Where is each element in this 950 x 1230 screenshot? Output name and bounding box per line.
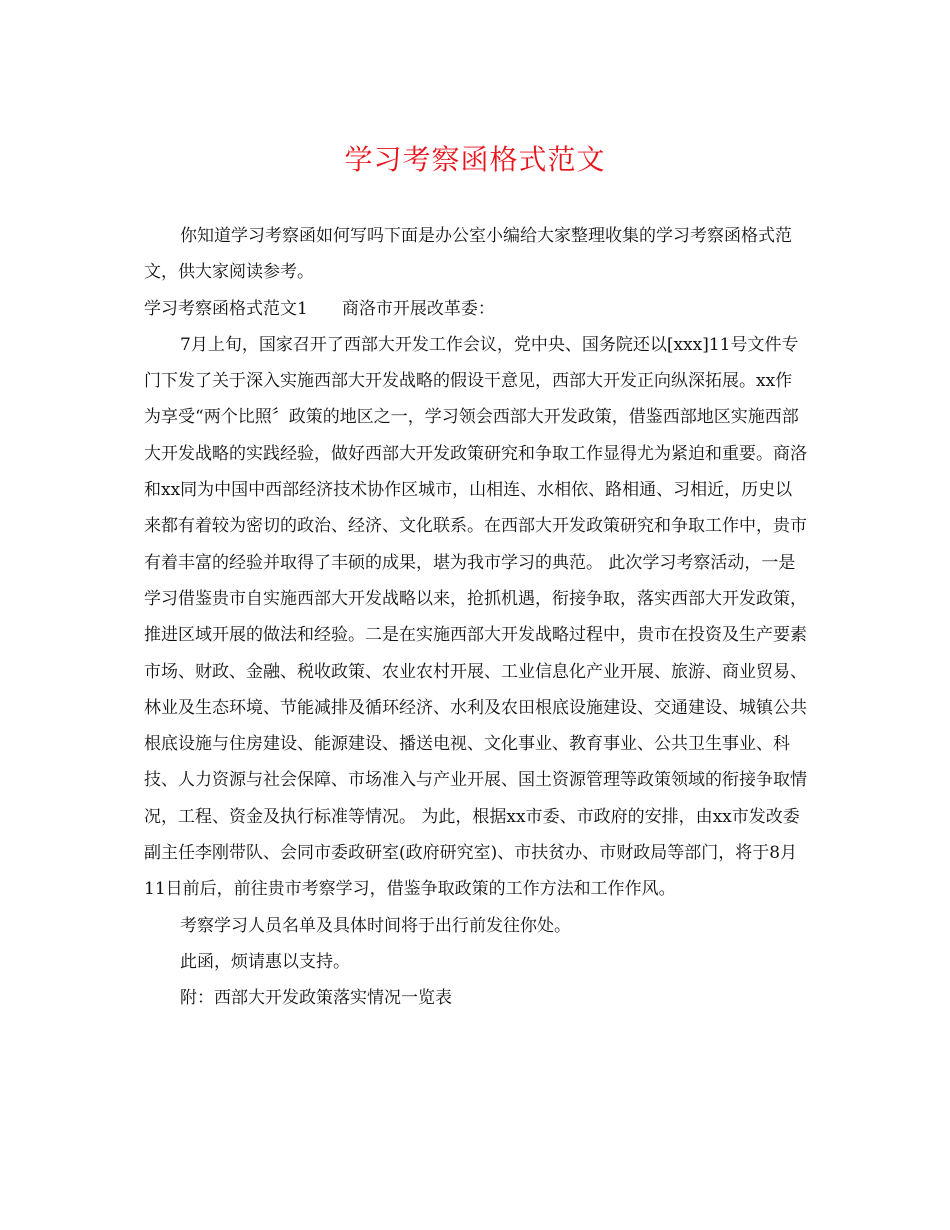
section-heading-line [144, 291, 809, 327]
attachment-line: 附：西部大开发政策落实情况一览表 [180, 988, 452, 1009]
intro-paragraph: 你知道学习考察函如何写吗下面是办公室小编给大家整理收集的学习考察函格式范文，供大家阅读参考。 [144, 226, 792, 283]
recipient-line: 商洛市开展改革委： [341, 298, 495, 319]
section-label: 学习考察函格式范文1 [144, 298, 308, 319]
main-paragraph: 7月上旬，国家召开了西部大开发工作会议，党中央、国务院还以[xxx]11号文件专门下发了关于深入实施西部大开发战略的假设干意见，西部大开发正向纵深拓展。xx作为享受“两个比照〞政策的地区之一，学习领会西部大开发政策，借鉴西部地区实施西部大开发战略的实践经验，做好西部大开发政策研究和争取工作显得尤为紧迫和重要。商洛和xx同为中国中西部经济技术协作区城市，山相连、水相依、路相通、习相近，历史以来都有着较为密切的政治、经济、文化联系。在西部大开发政策研究和争取工作中，贵市有着丰富的经验并取得了丰硕的成果，堪为我市学习的典范。 此次学习考察活动，一是学习借鉴贵市自实施西部大开发战略以来，抢抓机遇，衔接争取，落实西部大开发政策，推进区域开展的做法和经验。二是在实施西部大开发战略过程中，贵市在投资及生产要素市场、财政、金融、税收政策、农业农村开展、工业信息化产业开展、旅游、商业贸易、林业及生态环境、节能减排及循环经济、水利及农田根底设施建设、交通建设、城镇公共根底设施与住房建设、能源建设、播送电视、文化事业、教育事业、公共卫生事业、科技、人力资源与社会保障、市场准入与产业开展、国土资源管理等政策领域的衔接争取情况，工程、资金及执行标准等情况。 为此，根据xx市委、市政府的安排，由xx市发改委副主任李刚带队、会同市委政研室(政府研究室)、市扶贫办、市财政局等部门，将于8月11日前后，前往贵市考察学习，借鉴争取政策的工作方法和工作作风。 [144, 334, 807, 900]
document-body [144, 218, 809, 1017]
document-title: 学习考察函格式范文 [344, 143, 606, 176]
closing-paragraph-1: 考察学习人员名单及具体时间将于出行前发往你处。 [180, 915, 571, 936]
closing-paragraph-2: 此函，烦请惠以支持。 [180, 951, 350, 972]
